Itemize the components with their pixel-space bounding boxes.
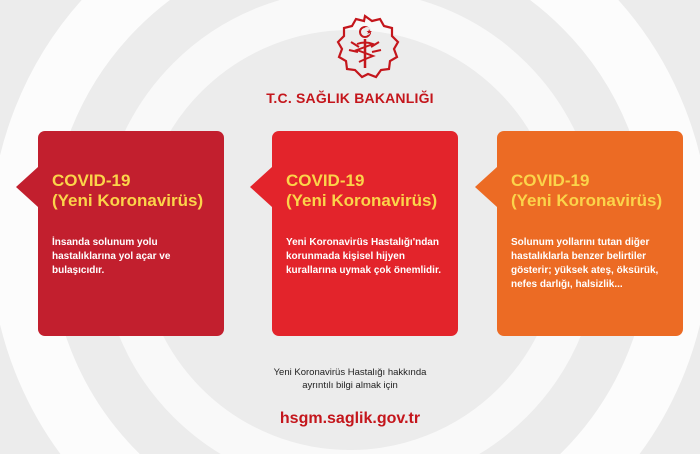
footer-info-line2: ayrıntılı bilgi almak için: [302, 380, 398, 391]
card-body: İnsanda solunum yolu hastalıklarına yol açar ve bulaşıcıdır.: [52, 237, 171, 276]
footer-info-line1: Yeni Koronavirüs Hastalığı hakkında: [273, 367, 427, 378]
header: [0, 0, 700, 130]
card-title-line1: COVID-19: [511, 171, 590, 190]
info-card-2: [272, 131, 458, 336]
info-card-3: [497, 131, 683, 336]
ministry-name: T.C. SAĞLIK BAKANLIĞI: [266, 90, 434, 106]
ministry-emblem-icon: [325, 14, 405, 86]
info-card-1: [38, 131, 224, 336]
card-title-line2: (Yeni Koronavirüs): [511, 191, 663, 210]
card-body: Yeni Koronavirüs Hastalığı'ndan korunmada kişisel hijyen kurallarına uymak çok önemlidir.: [286, 237, 442, 276]
card-title: [286, 171, 437, 211]
card-title: [52, 171, 203, 211]
card-title-line1: COVID-19: [286, 171, 365, 190]
card-title-line1: COVID-19: [52, 171, 131, 190]
website-link[interactable]: hsgm.saglik.gov.tr: [279, 410, 421, 427]
card-title-line2: (Yeni Koronavirüs): [52, 191, 204, 210]
footer-info: [0, 366, 700, 392]
card-title-line2: (Yeni Koronavirüs): [286, 191, 438, 210]
card-title: [511, 171, 662, 211]
card-body: Solunum yollarını tutan diğer hastalıklarla benzer belirtiler gösterir; yüksek ateş, öksürük, nefes darlığı, halsizlik...: [511, 237, 659, 290]
